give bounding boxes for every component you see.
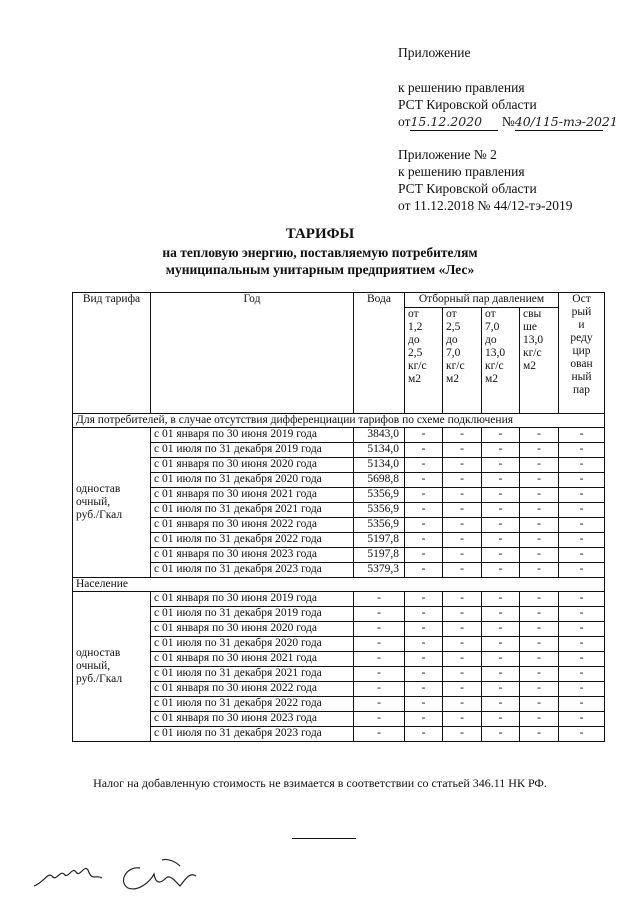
- section-label: Для потребителей, в случае отсутствия дифференциации тарифов по схеме подключения: [73, 414, 605, 428]
- steam-tariff-cell: -: [443, 458, 482, 473]
- appendix2-decision-line: к решению правления: [398, 164, 525, 179]
- steam-tariff-cell: -: [482, 697, 520, 712]
- appendix-date-line: [398, 113, 618, 131]
- steam-tariff-cell: -: [443, 503, 482, 518]
- steam-tariff-cell: -: [520, 622, 559, 637]
- table-row: [73, 503, 605, 518]
- period-cell: с 01 января по 30 июня 2020 года: [151, 458, 354, 473]
- header-line: рый: [571, 306, 592, 318]
- steam-tariff-cell: -: [443, 473, 482, 488]
- header-line: пар: [572, 384, 590, 396]
- header-line: до: [408, 334, 420, 346]
- steam-tariff-cell: -: [559, 607, 605, 622]
- steam-tariff-cell: -: [443, 712, 482, 727]
- water-tariff-cell: -: [354, 712, 405, 727]
- header-line: 13,0: [523, 334, 544, 346]
- header-tariff-type: Вид тарифа: [73, 293, 151, 414]
- steam-tariff-cell: -: [443, 622, 482, 637]
- header-line: 1,2: [408, 321, 423, 333]
- document-subtitle-line1: на тепловую энергию, поставляемую потребителям: [162, 245, 478, 260]
- header-line: и: [578, 319, 585, 331]
- header-line: кг/с: [485, 360, 504, 372]
- header-line: ше: [523, 321, 537, 333]
- water-tariff-cell: 5379,3: [354, 563, 405, 578]
- period-cell: с 01 июля по 31 декабря 2023 года: [151, 727, 354, 742]
- water-tariff-cell: 5698,8: [354, 473, 405, 488]
- header-line: 7,0: [485, 321, 500, 333]
- header-line: кг/с: [446, 360, 465, 372]
- steam-tariff-cell: -: [520, 563, 559, 578]
- steam-tariff-cell: -: [559, 712, 605, 727]
- table-row: [73, 443, 605, 458]
- tariff-type-cell: [73, 428, 151, 578]
- steam-tariff-cell: -: [405, 428, 443, 443]
- water-tariff-cell: -: [354, 667, 405, 682]
- steam-tariff-cell: -: [443, 563, 482, 578]
- steam-tariff-cell: -: [520, 667, 559, 682]
- steam-tariff-cell: -: [405, 682, 443, 697]
- header-pressure-2: [443, 308, 482, 414]
- header-line: 2,5: [408, 347, 423, 359]
- steam-tariff-cell: -: [405, 607, 443, 622]
- separator-line: [292, 838, 356, 839]
- steam-tariff-cell: -: [482, 548, 520, 563]
- period-cell: с 01 января по 30 июня 2023 года: [151, 712, 354, 727]
- tariff-type-line: руб./Гкал: [76, 509, 123, 521]
- water-tariff-cell: -: [354, 637, 405, 652]
- period-cell: с 01 января по 30 июня 2023 года: [151, 548, 354, 563]
- steam-tariff-cell: -: [520, 697, 559, 712]
- header-pressure-3: [482, 308, 520, 414]
- table-row: [73, 428, 605, 443]
- steam-tariff-cell: -: [482, 622, 520, 637]
- steam-tariff-cell: -: [443, 652, 482, 667]
- steam-tariff-cell: -: [520, 488, 559, 503]
- table-row: [73, 533, 605, 548]
- steam-tariff-cell: -: [482, 428, 520, 443]
- header-line: от: [408, 308, 419, 320]
- appendix-handwritten-number: 40/115-тэ-2021: [514, 114, 618, 129]
- steam-tariff-cell: -: [443, 443, 482, 458]
- header-line: от: [446, 308, 457, 320]
- period-cell: с 01 января по 30 июня 2020 года: [151, 622, 354, 637]
- water-tariff-cell: 3843,0: [354, 428, 405, 443]
- steam-tariff-cell: -: [482, 443, 520, 458]
- appendix-handwritten-date: 15.12.2020: [410, 113, 498, 131]
- header-line: свы: [523, 308, 542, 320]
- table-row: [73, 607, 605, 622]
- period-cell: с 01 января по 30 июня 2021 года: [151, 652, 354, 667]
- steam-tariff-cell: -: [443, 637, 482, 652]
- table-row: [73, 458, 605, 473]
- tariff-type-line: руб./Гкал: [76, 673, 123, 685]
- header-pressure-1: [405, 308, 443, 414]
- header-line: 13,0: [485, 347, 506, 359]
- section-row: [73, 414, 605, 428]
- steam-tariff-cell: -: [559, 443, 605, 458]
- steam-tariff-cell: -: [520, 458, 559, 473]
- table-row: [73, 592, 605, 607]
- steam-tariff-cell: -: [482, 518, 520, 533]
- steam-tariff-cell: -: [482, 727, 520, 742]
- period-cell: с 01 января по 30 июня 2022 года: [151, 682, 354, 697]
- steam-tariff-cell: -: [443, 488, 482, 503]
- steam-tariff-cell: -: [520, 637, 559, 652]
- header-line: до: [485, 334, 497, 346]
- appendix-title: Приложение: [398, 45, 471, 60]
- table-row: [73, 548, 605, 563]
- steam-tariff-cell: -: [405, 548, 443, 563]
- steam-tariff-cell: -: [405, 727, 443, 742]
- appendix-authority-line: РСТ Кировской области: [398, 97, 537, 112]
- steam-tariff-cell: -: [520, 548, 559, 563]
- water-tariff-cell: -: [354, 622, 405, 637]
- table-row: [73, 682, 605, 697]
- table-row: [73, 712, 605, 727]
- steam-tariff-cell: -: [443, 548, 482, 563]
- steam-tariff-cell: -: [482, 458, 520, 473]
- steam-tariff-cell: -: [559, 428, 605, 443]
- steam-tariff-cell: -: [443, 727, 482, 742]
- steam-tariff-cell: -: [482, 652, 520, 667]
- appendix-decision-line: к решению правления: [398, 80, 525, 95]
- water-tariff-cell: -: [354, 607, 405, 622]
- steam-tariff-cell: -: [482, 712, 520, 727]
- section-label: Население: [73, 578, 605, 592]
- header-line: ный: [571, 371, 592, 383]
- steam-tariff-cell: -: [405, 443, 443, 458]
- period-cell: с 01 июля по 31 декабря 2020 года: [151, 473, 354, 488]
- steam-tariff-cell: -: [443, 697, 482, 712]
- table-row: [73, 488, 605, 503]
- tariff-type-line: одностав: [76, 483, 121, 495]
- steam-tariff-cell: -: [520, 518, 559, 533]
- table-row: [73, 667, 605, 682]
- steam-tariff-cell: -: [520, 443, 559, 458]
- steam-tariff-cell: -: [559, 727, 605, 742]
- steam-tariff-cell: -: [405, 563, 443, 578]
- water-tariff-cell: 5134,0: [354, 443, 405, 458]
- steam-tariff-cell: -: [482, 563, 520, 578]
- appendix2-title: Приложение № 2: [398, 147, 497, 162]
- steam-tariff-cell: -: [443, 428, 482, 443]
- steam-tariff-cell: -: [520, 727, 559, 742]
- steam-tariff-cell: -: [482, 503, 520, 518]
- header-line: 7,0: [446, 347, 461, 359]
- steam-tariff-cell: -: [520, 503, 559, 518]
- steam-tariff-cell: -: [520, 533, 559, 548]
- steam-tariff-cell: -: [405, 488, 443, 503]
- steam-tariff-cell: -: [559, 518, 605, 533]
- steam-tariff-cell: -: [559, 667, 605, 682]
- period-cell: с 01 июля по 31 декабря 2019 года: [151, 607, 354, 622]
- steam-tariff-cell: -: [443, 667, 482, 682]
- steam-tariff-cell: -: [559, 458, 605, 473]
- steam-tariff-cell: -: [559, 682, 605, 697]
- steam-tariff-cell: -: [559, 697, 605, 712]
- header-line: кг/с: [408, 360, 427, 372]
- table-row: [73, 697, 605, 712]
- steam-tariff-cell: -: [482, 667, 520, 682]
- steam-tariff-cell: -: [520, 652, 559, 667]
- appendix2-authority-line: РСТ Кировской области: [398, 181, 537, 196]
- appendix2-date-line: от 11.12.2018 № 44/12-тэ-2019: [398, 198, 573, 213]
- water-tariff-cell: -: [354, 652, 405, 667]
- document-title: ТАРИФЫ: [285, 226, 355, 242]
- steam-tariff-cell: -: [405, 592, 443, 607]
- water-tariff-cell: 5134,0: [354, 458, 405, 473]
- table-row: [73, 473, 605, 488]
- period-cell: с 01 июля по 31 декабря 2023 года: [151, 563, 354, 578]
- table-row: [73, 518, 605, 533]
- table-row: [73, 727, 605, 742]
- steam-tariff-cell: -: [520, 592, 559, 607]
- vat-footnote: Налог на добавленную стоимость не взимается в соответствии со статьей 346.11 НК РФ.: [93, 776, 547, 790]
- water-tariff-cell: 5356,9: [354, 518, 405, 533]
- period-cell: с 01 июля по 31 декабря 2021 года: [151, 667, 354, 682]
- steam-tariff-cell: -: [443, 592, 482, 607]
- water-tariff-cell: -: [354, 697, 405, 712]
- steam-tariff-cell: -: [559, 592, 605, 607]
- steam-tariff-cell: -: [405, 533, 443, 548]
- water-tariff-cell: 5197,8: [354, 548, 405, 563]
- steam-tariff-cell: -: [559, 563, 605, 578]
- header-line: м2: [446, 373, 460, 385]
- steam-tariff-cell: -: [405, 458, 443, 473]
- steam-tariff-cell: -: [559, 652, 605, 667]
- steam-tariff-cell: -: [405, 622, 443, 637]
- steam-tariff-cell: -: [405, 518, 443, 533]
- header-line: м2: [408, 373, 422, 385]
- header-line: от: [485, 308, 496, 320]
- steam-tariff-cell: -: [520, 473, 559, 488]
- steam-tariff-cell: -: [443, 607, 482, 622]
- header-line: реду: [570, 332, 593, 344]
- tariff-type-line: одностав: [76, 647, 121, 659]
- tariff-type-line: очный,: [76, 496, 111, 508]
- steam-tariff-cell: -: [405, 712, 443, 727]
- steam-tariff-cell: -: [405, 473, 443, 488]
- steam-tariff-cell: -: [405, 637, 443, 652]
- steam-tariff-cell: -: [405, 503, 443, 518]
- header-water: Вода: [354, 293, 405, 414]
- water-tariff-cell: 5356,9: [354, 488, 405, 503]
- header-line: цир: [572, 345, 591, 357]
- steam-tariff-cell: -: [559, 533, 605, 548]
- table-row: [73, 622, 605, 637]
- water-tariff-cell: 5197,8: [354, 533, 405, 548]
- document-subtitle-line2: муниципальным унитарным предприятием «Лес»: [165, 262, 475, 277]
- steam-tariff-cell: -: [559, 548, 605, 563]
- steam-tariff-cell: -: [482, 592, 520, 607]
- header-line: 2,5: [446, 321, 461, 333]
- water-tariff-cell: -: [354, 727, 405, 742]
- header-line: м2: [523, 360, 537, 372]
- table-row: [73, 652, 605, 667]
- period-cell: с 01 июля по 31 декабря 2020 года: [151, 637, 354, 652]
- tariff-type-cell: [73, 592, 151, 742]
- steam-tariff-cell: -: [559, 637, 605, 652]
- steam-tariff-cell: -: [559, 488, 605, 503]
- header-year: Год: [151, 293, 354, 414]
- header-line: кг/с: [523, 347, 542, 359]
- steam-tariff-cell: -: [482, 682, 520, 697]
- water-tariff-cell: 5356,9: [354, 503, 405, 518]
- period-cell: с 01 января по 30 июня 2019 года: [151, 592, 354, 607]
- steam-tariff-cell: -: [405, 667, 443, 682]
- header-line: ован: [570, 358, 593, 370]
- table-header-row: [73, 293, 605, 308]
- steam-tariff-cell: -: [482, 607, 520, 622]
- steam-tariff-cell: -: [482, 488, 520, 503]
- table-row: [73, 637, 605, 652]
- steam-tariff-cell: -: [520, 682, 559, 697]
- tariff-table: [72, 292, 605, 742]
- steam-tariff-cell: -: [520, 607, 559, 622]
- period-cell: с 01 июля по 31 декабря 2019 года: [151, 443, 354, 458]
- appendix-from-label: от: [398, 114, 411, 129]
- period-cell: с 01 июля по 31 декабря 2022 года: [151, 697, 354, 712]
- appendix-number-label: №: [501, 114, 515, 129]
- steam-tariff-cell: -: [443, 518, 482, 533]
- water-tariff-cell: -: [354, 682, 405, 697]
- steam-tariff-cell: -: [520, 712, 559, 727]
- steam-tariff-cell: -: [443, 533, 482, 548]
- steam-tariff-cell: -: [482, 473, 520, 488]
- steam-tariff-cell: -: [520, 428, 559, 443]
- period-cell: с 01 января по 30 июня 2019 года: [151, 428, 354, 443]
- period-cell: с 01 июля по 31 декабря 2021 года: [151, 503, 354, 518]
- steam-tariff-cell: -: [482, 637, 520, 652]
- header-line: до: [446, 334, 458, 346]
- tariff-type-line: очный,: [76, 660, 111, 672]
- period-cell: с 01 января по 30 июня 2022 года: [151, 518, 354, 533]
- section-row: [73, 578, 605, 592]
- header-pressure-4: [520, 308, 559, 414]
- water-tariff-cell: -: [354, 592, 405, 607]
- header-line: м2: [485, 373, 499, 385]
- table-row: [73, 563, 605, 578]
- signature-marks: [30, 852, 210, 900]
- header-line: Ост: [572, 293, 591, 305]
- steam-tariff-cell: -: [405, 697, 443, 712]
- steam-tariff-cell: -: [482, 533, 520, 548]
- period-cell: с 01 июля по 31 декабря 2022 года: [151, 533, 354, 548]
- steam-tariff-cell: -: [559, 503, 605, 518]
- steam-tariff-cell: -: [559, 473, 605, 488]
- steam-tariff-cell: -: [559, 622, 605, 637]
- period-cell: с 01 января по 30 июня 2021 года: [151, 488, 354, 503]
- steam-tariff-cell: -: [443, 682, 482, 697]
- header-steam: Отборный пар давлением: [405, 293, 559, 308]
- steam-tariff-cell: -: [405, 652, 443, 667]
- header-sharp-steam: [559, 293, 605, 414]
